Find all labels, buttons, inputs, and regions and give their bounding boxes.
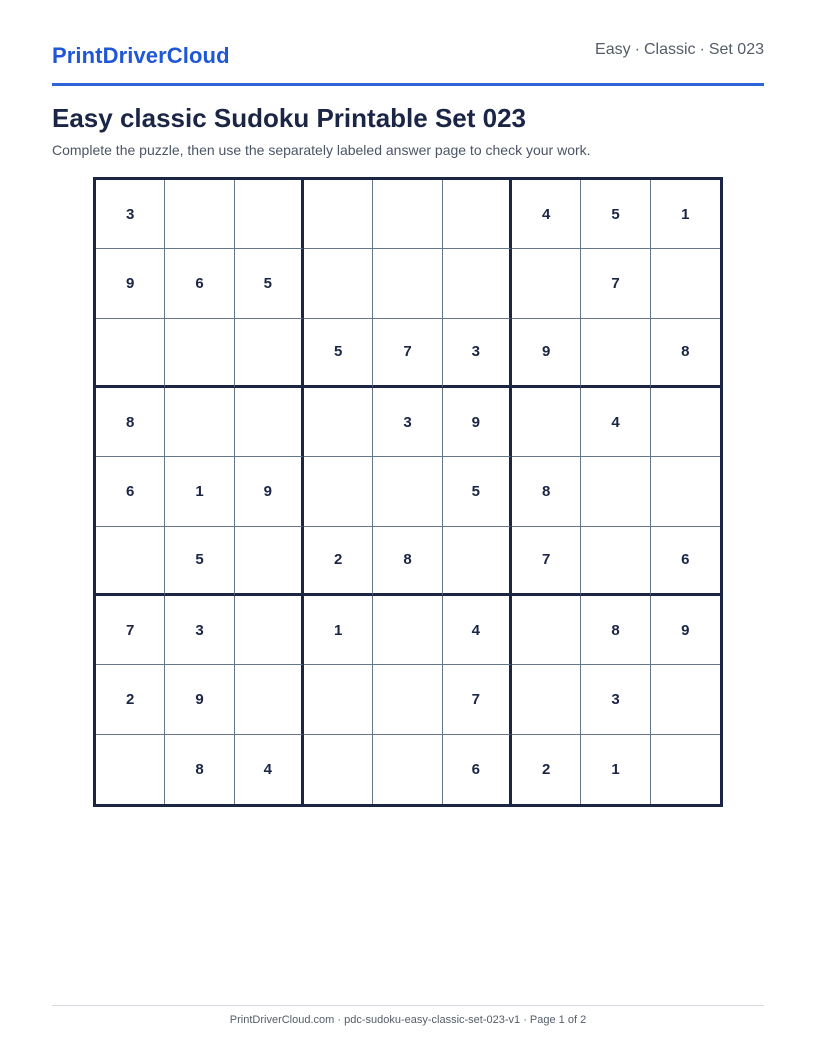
- sudoku-cell: [235, 388, 304, 457]
- sudoku-cell: 9: [512, 319, 581, 388]
- sudoku-cell: 6: [96, 457, 165, 526]
- meta-set: Set 023: [708, 41, 764, 58]
- sudoku-cell: [651, 457, 720, 526]
- sudoku-cell: 3: [443, 319, 512, 388]
- sudoku-cell: [304, 180, 373, 249]
- puzzle-meta: [595, 41, 764, 59]
- sudoku-cell: 2: [512, 735, 581, 804]
- sudoku-cell: [651, 249, 720, 318]
- sudoku-cell: [96, 319, 165, 388]
- meta-variant: Classic: [643, 41, 696, 58]
- sudoku-cell: [96, 735, 165, 804]
- sudoku-cell: 6: [651, 527, 720, 596]
- sudoku-cell: 1: [581, 735, 650, 804]
- sudoku-cell: [235, 596, 304, 665]
- sudoku-cell: [304, 388, 373, 457]
- sudoku-cell: [443, 249, 512, 318]
- sudoku-cell: [304, 249, 373, 318]
- sudoku-cell: [304, 735, 373, 804]
- sudoku-cell: 2: [304, 527, 373, 596]
- sudoku-cell: 5: [165, 527, 234, 596]
- page-subtitle: Complete the puzzle, then use the separately labeled answer page to check your work.: [52, 142, 591, 158]
- sudoku-cell: 4: [443, 596, 512, 665]
- sudoku-cell: 9: [443, 388, 512, 457]
- sudoku-board: [93, 177, 723, 807]
- sudoku-cell: 8: [581, 596, 650, 665]
- page-footer: PrintDriverCloud.com · pdc-sudoku-easy-classic-set-023-v1 · Page 1 of 2: [52, 1005, 764, 1026]
- sudoku-cell: [443, 527, 512, 596]
- sudoku-cell: 7: [443, 665, 512, 734]
- page-header: [52, 0, 764, 86]
- sudoku-cell: [373, 735, 442, 804]
- sudoku-cell: 7: [581, 249, 650, 318]
- brand-logo: PrintDriverCloud: [52, 43, 230, 68]
- sudoku-cell: [512, 665, 581, 734]
- sudoku-cell: 7: [373, 319, 442, 388]
- sudoku-cell: 6: [165, 249, 234, 318]
- sudoku-cell: [373, 457, 442, 526]
- sudoku-cell: 1: [651, 180, 720, 249]
- sudoku-cell: 8: [512, 457, 581, 526]
- sudoku-cell: 3: [373, 388, 442, 457]
- sudoku-cell: 8: [373, 527, 442, 596]
- sudoku-cell: [651, 388, 720, 457]
- sudoku-cell: 1: [165, 457, 234, 526]
- sudoku-cell: [235, 665, 304, 734]
- sudoku-cell: [304, 665, 373, 734]
- sudoku-grid: [96, 180, 720, 804]
- meta-separator: ·: [699, 41, 705, 58]
- sudoku-cell: [651, 735, 720, 804]
- sudoku-cell: [512, 388, 581, 457]
- sudoku-cell: 5: [443, 457, 512, 526]
- sudoku-cell: 2: [96, 665, 165, 734]
- sudoku-cell: [165, 180, 234, 249]
- sudoku-cell: 1: [304, 596, 373, 665]
- sudoku-cell: [235, 527, 304, 596]
- sudoku-cell: [512, 596, 581, 665]
- sudoku-cell: 7: [512, 527, 581, 596]
- sudoku-cell: 4: [512, 180, 581, 249]
- sudoku-cell: 3: [165, 596, 234, 665]
- sudoku-cell: 5: [304, 319, 373, 388]
- sudoku-cell: [512, 249, 581, 318]
- sudoku-cell: [373, 596, 442, 665]
- meta-difficulty: Easy: [595, 41, 631, 58]
- sudoku-cell: 9: [651, 596, 720, 665]
- sudoku-cell: 5: [581, 180, 650, 249]
- sudoku-cell: 3: [581, 665, 650, 734]
- sudoku-cell: 8: [96, 388, 165, 457]
- sudoku-cell: [581, 527, 650, 596]
- sudoku-cell: [96, 527, 165, 596]
- meta-separator: ·: [634, 41, 640, 58]
- sudoku-cell: 3: [96, 180, 165, 249]
- sudoku-cell: 7: [96, 596, 165, 665]
- sudoku-cell: [581, 319, 650, 388]
- sudoku-cell: 6: [443, 735, 512, 804]
- sudoku-cell: [581, 457, 650, 526]
- sudoku-cell: [373, 249, 442, 318]
- sudoku-cell: 5: [235, 249, 304, 318]
- sudoku-cell: 8: [165, 735, 234, 804]
- sudoku-cell: 9: [165, 665, 234, 734]
- sudoku-cell: [443, 180, 512, 249]
- page-title: Easy classic Sudoku Printable Set 023: [52, 103, 527, 133]
- sudoku-cell: [651, 665, 720, 734]
- sudoku-cell: [373, 665, 442, 734]
- sudoku-cell: 9: [96, 249, 165, 318]
- sudoku-cell: [165, 388, 234, 457]
- sudoku-cell: [304, 457, 373, 526]
- sudoku-cell: [165, 319, 234, 388]
- sudoku-cell: [235, 180, 304, 249]
- sudoku-cell: [235, 319, 304, 388]
- sudoku-cell: 4: [581, 388, 650, 457]
- sudoku-cell: 4: [235, 735, 304, 804]
- sudoku-cell: [373, 180, 442, 249]
- sudoku-cell: 8: [651, 319, 720, 388]
- sudoku-cell: 9: [235, 457, 304, 526]
